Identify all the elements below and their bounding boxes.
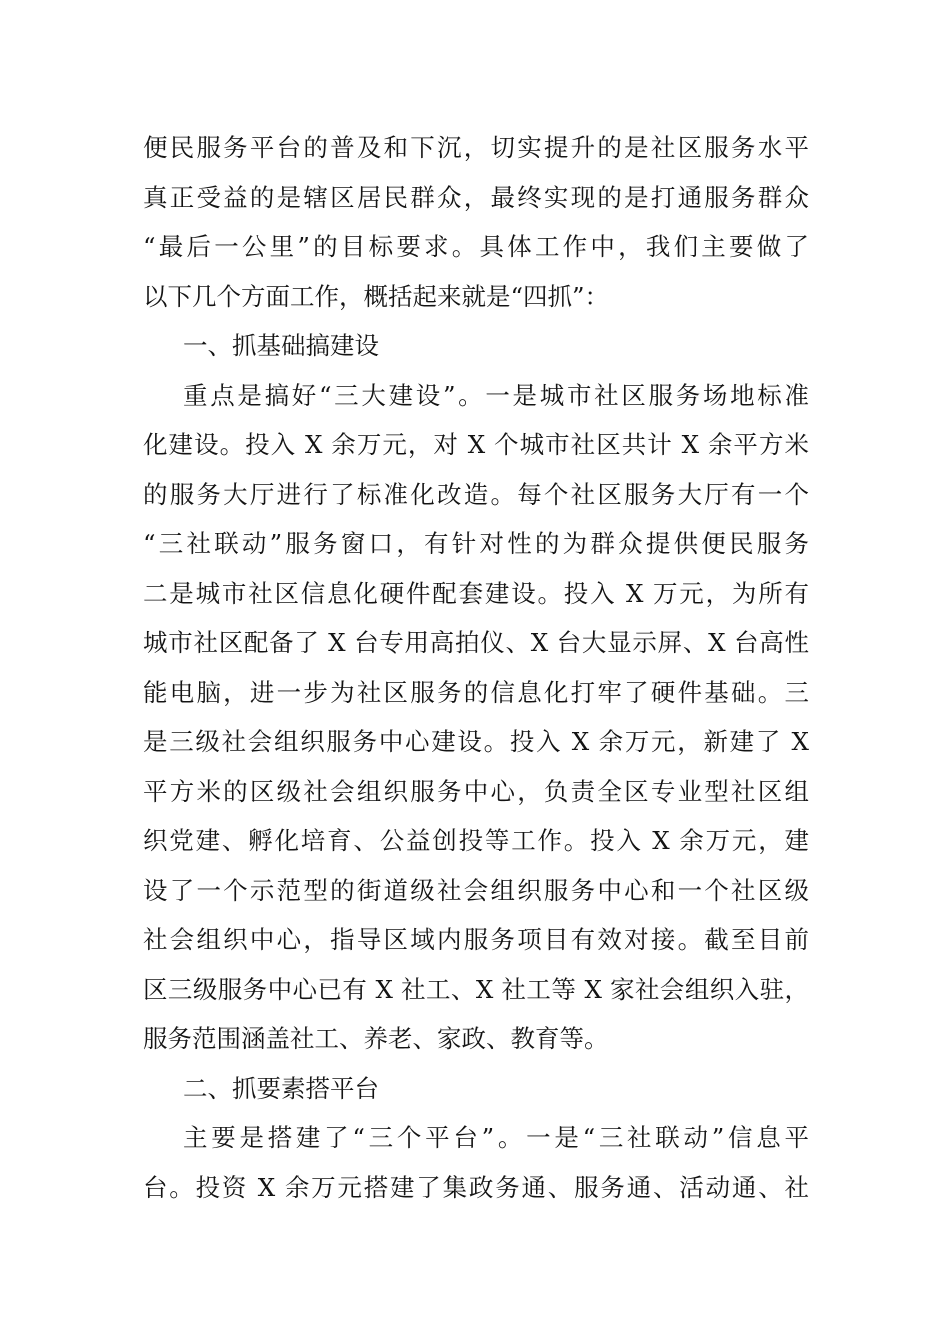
paragraph-line: 化建设。投入 X 余万元，对 X 个城市社区共计 X 余平方米 — [143, 430, 809, 459]
paragraph-line: 平方米的区级社会组织服务中心，负责全区专业型社区组 — [143, 776, 809, 806]
paragraph-line: 以下几个方面工作，概括起来就是“四抓”： — [143, 281, 610, 311]
paragraph-line: 织党建、孵化培育、公益创投等工作。投入 X 余万元，建 — [143, 826, 809, 855]
section-heading: 一、抓基础搞建设 — [183, 331, 379, 360]
paragraph-line: 重点是搞好“三大建设”。一是城市社区服务场地标准 — [183, 380, 809, 410]
paragraph-line: “三社联动”服务窗口，有针对性的为群众提供便民服务 — [143, 529, 809, 558]
paragraph-line: 真正受益的是辖区居民群众，最终实现的是打通服务群众 — [143, 182, 809, 212]
page-content — [143, 123, 809, 1212]
paragraph-line: 二是城市社区信息化硬件配套建设。投入 X 万元，为所有 — [143, 578, 809, 608]
paragraph-line: 便民服务平台的普及和下沉，切实提升的是社区服务水平 — [143, 133, 809, 162]
paragraph-line: “最后一公里”的目标要求。具体工作中，我们主要做了 — [143, 232, 809, 261]
paragraph-line: 能电脑，进一步为社区服务的信息化打牢了硬件基础。三 — [143, 677, 809, 707]
paragraph-line: 区三级服务中心已有 X 社工、X 社工等 X 家社会组织入驻， — [143, 974, 809, 1004]
paragraph-line: 设了一个示范型的街道级社会组织服务中心和一个社区级 — [143, 875, 809, 905]
paragraph-line: 社会组织中心，指导区域内服务项目有效对接。截至目前 — [143, 925, 809, 954]
paragraph-line: 城市社区配备了 X 台专用高拍仪、X 台大显示屏、X 台高性 — [143, 628, 809, 657]
paragraph-line: 的服务大厅进行了标准化改造。每个社区服务大厅有一个 — [143, 479, 809, 509]
paragraph-line: 是三级社会组织服务中心建设。投入 X 余万元，新建了 X — [143, 727, 809, 756]
paragraph-line: 服务范围涵盖社工、养老、家政、教育等。 — [143, 1024, 609, 1053]
section-heading: 二、抓要素搭平台 — [183, 1073, 379, 1103]
paragraph-line: 主要是搭建了“三个平台”。一是“三社联动”信息平 — [183, 1123, 809, 1152]
paragraph-line: 台。投资 X 余万元搭建了集政务通、服务通、活动通、社 — [143, 1172, 809, 1202]
